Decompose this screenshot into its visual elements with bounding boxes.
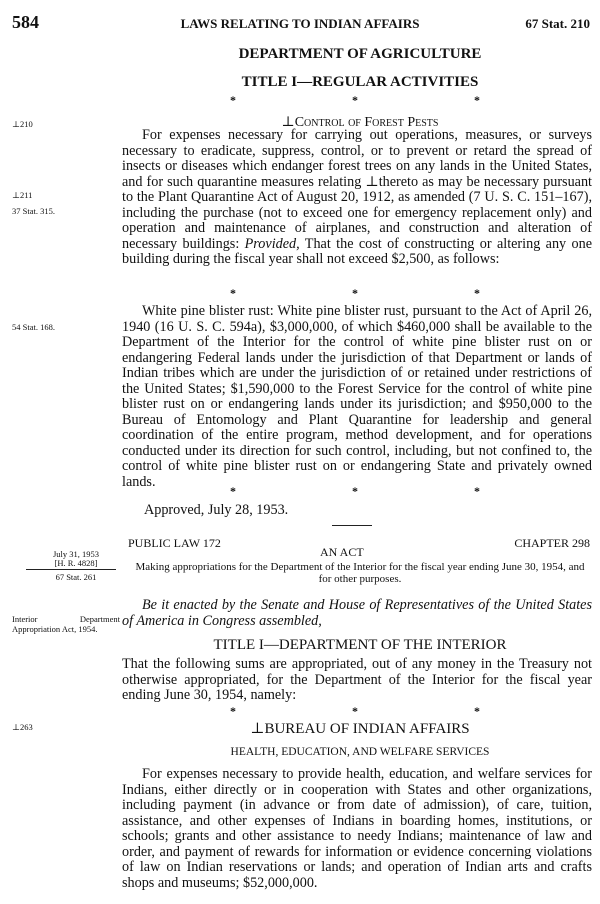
title-heading: TITLE I—REGULAR ACTIVITIES bbox=[241, 74, 479, 90]
bureau-heading: ⊥BUREAU OF INDIAN AFFAIRS bbox=[250, 721, 470, 737]
margin-hr-number: [H. R. 4828] bbox=[54, 558, 98, 568]
blister-rust-paragraph: White pine blister rust: White pine blister rust, pursuant to the Act of April 26, 1940 (16 U. S. C. 594a), $3,000,000, of which $460,000 shall be available to the Department of the Interior for the control of white pine blister rust on or endangering Federal lands under the jurisdiction of that Department or lands of Indian tribes which are under the jurisdiction of or retained under restrictions of the United States; $1,590,000 to the Forest Service for the control of white pine blister rust on or endangering lands under its jurisdiction; and $950,000 to the Bureau of Entomology and Plant Quarantine for leadership and general coordination of the entire program, method development, and for operations conducted under its direction for such control, including, but not confined to, the control of white pine blister rust on or endangering State and privately owned lands. bbox=[122, 303, 592, 490]
margin-rule bbox=[26, 569, 116, 570]
interior-intro-paragraph: That the following sums are appropriated, out of any money in the Treasury not otherwise appropriated, for the Department of the Interior for the fiscal year ending June 30, 1954, namely: bbox=[122, 656, 592, 703]
asterisk-divider: * * * bbox=[230, 704, 480, 718]
approval-date: Approved, July 28, 1953. bbox=[144, 502, 289, 518]
asterisk-divider: * * * bbox=[230, 484, 480, 498]
section-rule bbox=[332, 525, 372, 526]
margin-note-54-stat: 54 Stat. 168. bbox=[12, 322, 55, 332]
enacting-clause: Be it enacted by the Senate and House of Representatives of the United States of America in Congress assembled, bbox=[122, 597, 592, 629]
act-purpose: Making appropriations for the Department of the Interior for the fiscal year ending June 30, 1954, and for other purposes. bbox=[135, 561, 585, 585]
margin-note-211: ⊥211 bbox=[12, 190, 33, 200]
forest-pests-heading: ⊥Control of Forest Pests bbox=[281, 115, 439, 130]
margin-stat-261: 67 Stat. 261 bbox=[55, 572, 97, 582]
running-title: LAWS RELATING TO INDIAN AFFAIRS bbox=[180, 16, 420, 31]
act-heading: AN ACT bbox=[320, 545, 364, 559]
header-stat-ref: 67 Stat. 210 bbox=[525, 16, 590, 31]
margin-date: July 31, 1953 bbox=[52, 549, 100, 559]
margin-note-210: ⊥210 bbox=[12, 119, 33, 129]
asterisk-divider: * * * bbox=[230, 93, 480, 107]
forest-pests-paragraph: For expenses necessary for carrying out operations, measures, or surveys necessary to eradicate, suppress, control, or to prevent or retard the spread of insects or diseases which endanger forest trees on any lands in the United States, and for such quarantine measures relating ⊥thereto as may be necessary pursuant to the Plant Quarantine Act of August 20, 1912, as amended (7 U. S. C. 151–167), including the purchase (not to exceed one for emergency replacement only) and operation and maintenance of airplanes, and construction and alteration of necessary buildings: Provided, That the cost of constructing or altering any one building during the fiscal year shall not exceed $2,500, as follows: bbox=[122, 127, 592, 267]
public-law-label: PUBLIC LAW 172 bbox=[128, 536, 221, 550]
margin-interior-act: Interior Department Appropriation Act, 1954. bbox=[12, 614, 120, 634]
margin-note-37-stat: 37 Stat. 315. bbox=[12, 206, 55, 216]
services-heading: HEALTH, EDUCATION, AND WELFARE SERVICES bbox=[230, 746, 490, 758]
interior-title-heading: TITLE I—DEPARTMENT OF THE INTERIOR bbox=[213, 637, 507, 653]
chapter-label: CHAPTER 298 bbox=[514, 536, 590, 550]
margin-note-263: ⊥263 bbox=[12, 722, 33, 732]
health-services-paragraph: For expenses necessary to provide health, education, and welfare services for Indians, either directly or in cooperation with States and other organizations, including payment (in advance or from date of admission), of care, tuition, assistance, and other expenses of Indians in boarding homes, institutions, or schools; grants and other assistance to needy Indians; maintenance of law and order, and payment of rewards for information or evidence concerning violations of law on Indian reservations or lands; and operation of Indian arts and crafts shops and museums; $52,000,000. bbox=[122, 766, 592, 891]
department-heading: DEPARTMENT OF AGRICULTURE bbox=[238, 46, 482, 62]
asterisk-divider: * * * bbox=[230, 286, 480, 300]
page-number: 584 bbox=[12, 12, 39, 32]
